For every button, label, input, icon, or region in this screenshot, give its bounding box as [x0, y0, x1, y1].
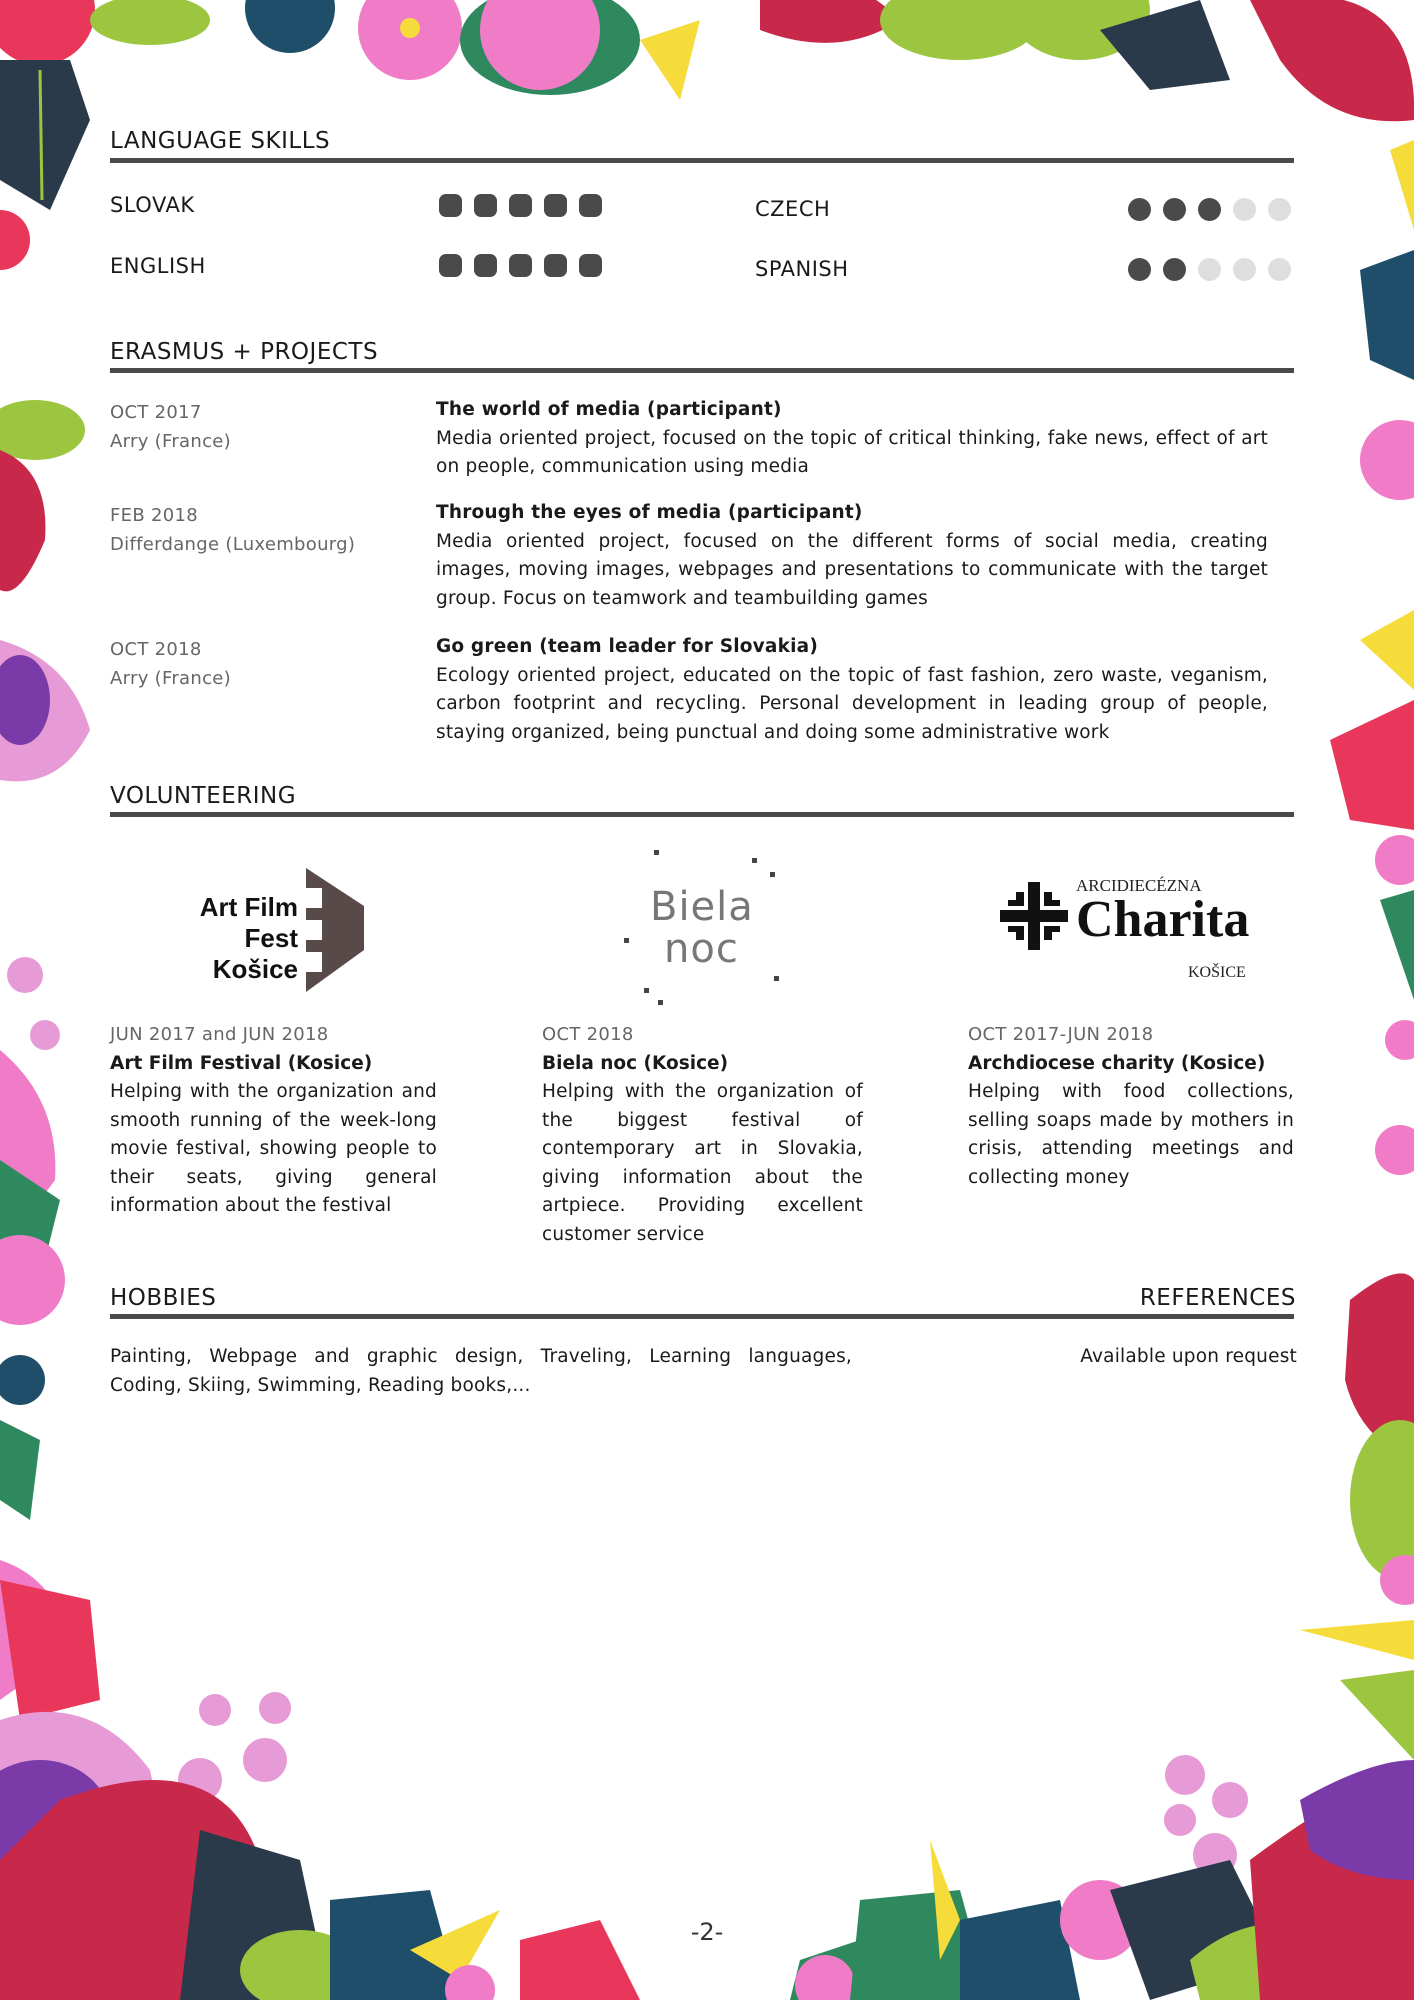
section-divider	[110, 1314, 1294, 1319]
level-dot-empty	[1233, 198, 1256, 221]
project-description: Media oriented project, focused on the different forms of social media, creating images, moving images, webpages and presentations to communicate with the target group. Focus on teamwork and teambuilding games	[436, 530, 1268, 609]
logo-text: noc	[664, 926, 739, 972]
logo-text: Charita	[1076, 891, 1250, 948]
language-level-dots	[439, 194, 602, 217]
project-title: Through the eyes of media (participant)	[436, 502, 863, 523]
erasmus-projects-heading: ERASMUS + PROJECTS	[110, 339, 379, 365]
logo-text: ARCIDIECÉZNA	[1076, 876, 1202, 895]
level-dot-empty	[1233, 258, 1256, 281]
level-dot-filled	[1163, 198, 1186, 221]
hobbies-heading: HOBBIES	[110, 1285, 217, 1311]
biela-noc-logo	[620, 848, 780, 1008]
level-dot-filled	[439, 254, 462, 277]
level-dot-filled	[544, 254, 567, 277]
level-dot-filled	[1128, 198, 1151, 221]
language-name: SLOVAK	[110, 193, 195, 217]
project-date: OCT 2018	[110, 639, 202, 660]
references-heading: REFERENCES	[1139, 1285, 1296, 1311]
level-dot-filled	[1128, 258, 1151, 281]
page-number: -2-	[690, 1918, 724, 1946]
project-title: The world of media (participant)	[436, 399, 782, 420]
level-dot-filled	[579, 254, 602, 277]
project-date-place	[110, 398, 231, 456]
logo-text: Art Film	[199, 892, 298, 922]
level-dot-filled	[509, 194, 532, 217]
language-level-dots	[1128, 198, 1291, 221]
logo-text: KOŠICE	[1188, 964, 1246, 981]
volunteering-description: Helping with the organization and smooth running of the week-long movie festival, showing people to their seats, giving general information about the festival	[110, 1081, 437, 1216]
volunteering-entry	[542, 1020, 863, 1249]
project-place: Differdange (Luxembourg)	[110, 534, 356, 555]
volunteering-title: Archdiocese charity (Kosice)	[968, 1053, 1266, 1074]
language-name: SPANISH	[755, 257, 849, 281]
level-dot-filled	[1163, 258, 1186, 281]
section-divider	[110, 368, 1294, 373]
section-divider	[110, 812, 1294, 817]
language-name: ENGLISH	[110, 254, 206, 278]
volunteering-description: Helping with food collections, selling soaps made by mothers in crisis, attending meetings and collecting money	[968, 1081, 1294, 1188]
level-dot-filled	[439, 194, 462, 217]
project-description: Media oriented project, focused on the topic of critical thinking, fake news, effect of art on people, communication using media	[436, 427, 1268, 477]
logo-text: Fest	[244, 923, 298, 953]
level-dot-filled	[509, 254, 532, 277]
project-place: Arry (France)	[110, 431, 231, 452]
level-dot-filled	[544, 194, 567, 217]
volunteering-entry	[968, 1020, 1294, 1192]
project-entry	[436, 633, 1268, 747]
volunteering-entry	[110, 1020, 437, 1221]
volunteering-title: Biela noc (Kosice)	[542, 1053, 729, 1074]
project-date-place	[110, 635, 231, 693]
project-place: Arry (France)	[110, 668, 231, 689]
level-dot-filled	[1198, 198, 1221, 221]
volunteering-description: Helping with the organization of the biggest festival of contemporary art in Slovakia, giving information about the artpiece. Providing excellent customer service	[542, 1081, 863, 1245]
hobbies-text: Painting, Webpage and graphic design, Traveling, Learning languages, Coding, Skiing, Swimming, Reading books,...	[110, 1346, 852, 1396]
volunteering-date: JUN 2017 and JUN 2018	[110, 1024, 329, 1045]
project-date: OCT 2017	[110, 402, 202, 423]
film-strip-icon	[306, 868, 370, 992]
volunteering-date: OCT 2018	[542, 1024, 634, 1045]
language-name: CZECH	[755, 197, 831, 221]
references-text: Available upon request	[1080, 1346, 1297, 1367]
level-dot-filled	[474, 194, 497, 217]
level-dot-empty	[1268, 198, 1291, 221]
project-description: Ecology oriented project, educated on the topic of fast fashion, zero waste, veganism, carbon footprint and recycling. Personal development in leading group of people, staying organized, being punctual and doing some administrative work	[436, 664, 1268, 743]
volunteering-date: OCT 2017-JUN 2018	[968, 1024, 1154, 1045]
cross-icon	[998, 880, 1070, 952]
project-entry	[436, 499, 1268, 613]
project-entry	[436, 396, 1268, 482]
level-dot-empty	[1198, 258, 1221, 281]
level-dot-filled	[474, 254, 497, 277]
language-level-dots	[439, 254, 602, 277]
level-dot-empty	[1268, 258, 1291, 281]
charita-logo	[998, 876, 1258, 986]
language-level-dots	[1128, 258, 1291, 281]
volunteering-title: Art Film Festival (Kosice)	[110, 1053, 373, 1074]
language-skills-heading: LANGUAGE SKILLS	[110, 128, 331, 154]
level-dot-filled	[579, 194, 602, 217]
project-date-place	[110, 501, 355, 559]
section-divider	[110, 158, 1294, 163]
logo-text: Biela	[650, 884, 754, 930]
project-date: FEB 2018	[110, 505, 199, 526]
volunteering-heading: VOLUNTEERING	[110, 783, 297, 809]
project-title: Go green (team leader for Slovakia)	[436, 636, 819, 657]
art-film-fest-logo	[190, 868, 370, 992]
logo-text: Košice	[212, 954, 298, 984]
